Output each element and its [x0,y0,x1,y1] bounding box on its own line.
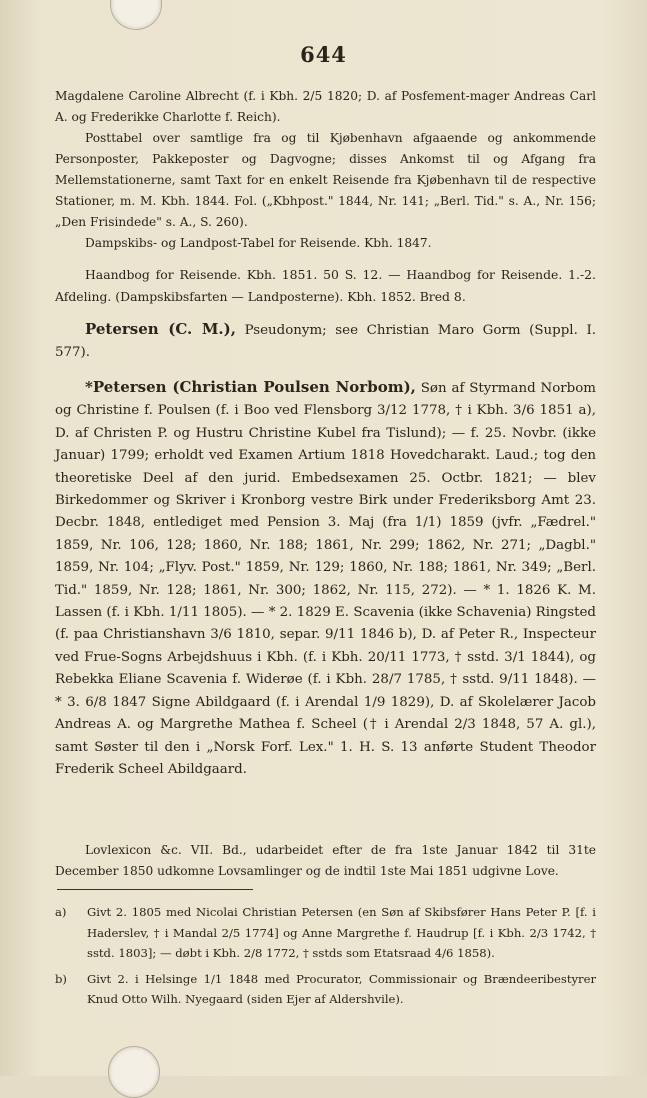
footnote-label: b) [55,971,67,986]
petersen-cpn-entry [55,376,596,781]
entry-text: Posttabel over samtlige fra og til Kjøbenhavn afgaaende og ankommende Personposter, Pakkeposter og Dagvogne; disses Ankomst til og Afgang fra Mellemstationerne, samt Taxt for en enkelt Reisende fra Kjøbenhavn til de respective Stationer, m. M. Kbh. 1844. Fol. („Kbhpost." 1844, Nr. 141; „Berl. Tid." s. A., Nr. 156; „Den Frisindede" s. A., S. 260). [55,131,596,229]
binding-hole-top [110,0,162,30]
entry-headword: *Petersen (Christian Poulsen Norbom), [85,378,416,396]
footnote-label: a) [55,905,67,919]
footnotes [55,902,596,1015]
footnote [55,902,596,964]
entry-headword: Petersen (C. M.), [85,320,236,338]
supplement-text: Haandbog for Reisende. Kbh. 1851. 50 S. 12. — Haandbog for Reisende. 1.-2. Afdeling. (Dampskibsfarten — Landposterne). Kbh. 1852. Bred 8. [55,267,596,304]
binding-hole-bottom [108,1046,160,1098]
lovlexicon-entry [55,840,596,882]
page-number: 644 [300,42,347,67]
entry-text: Lovlexicon &c. VII. Bd., udarbeidet efter de fra 1ste Januar 1842 til 31te December 1850 udkomne Lovsamlinger og de indtil 1ste Mai 1851 udgivne Love. [55,843,596,878]
footnote-text: Givt 2. 1805 med Nicolai Christian Petersen (en Søn af Skibsfører Hans Peter P. [f. i Haderslev, † i Mandal 2/5 1774] og Anne Margrethe f. Haudrup [f. i Kbh. 2/3 1742, † sstd. 1803]; — døbt i Kbh. 2/8 1772, † sstds som Etatsraad 4/6 1858). [87,905,596,961]
footnote [55,969,596,1010]
entry-text: Magdalene Caroline Albrecht (f. i Kbh. 2/5 1820; D. af Posfement-mager Andreas Carl A. og Frederikke Charlotte f. Reich). [55,89,596,124]
entry-text: Dampskibs- og Landpost-Tabel for Reisende. Kbh. 1847. [85,236,432,250]
albrecht-posttabel-entries [55,86,596,254]
entry-text: Pseudonym; see Christian Maro Gorm (Suppl. I. 577). [55,323,596,361]
entry-text: Søn af Styrmand Norbom og Christine f. Poulsen (f. i Boo ved Flensborg 3/12 1778, † i Kbh. 3/6 1851 a), D. af Christen P. og Hustru Christine Kubel fra Tislund); — f. 25. Novbr. (ikke Januar) 1799; erholdt ved Examen Artium 1818 Hovedcharakt. Laud.; tog den theoretiske Deel af den jurid. Embedsexamen 25. Octbr. 1821; — blev Birkedommer og Skriver i Kronborg vestre Birk under Frederiksborg Amt 23. Decbr. 1848, entlediget med Pension 3. Maj (fra 1/1) 1859 (jvfr. „Fædrel." 1859, Nr. 106, 128; 1860, Nr. 188; 1861, Nr. 299; 1862, Nr. 271; „Dagbl." 1859, Nr. 104; „Flyv. Post." 1859, Nr. 129; 1860, Nr. 188; 1861, Nr. 349; „Berl. Tid." 1859, Nr. 128; 1861, Nr. 300; 1862, Nr. 115, 272). — * 1. 1826 K. M. Lassen (f. i Kbh. 1/11 1805). — * 2. 1829 E. Scavenia (ikke Schavenia) Ringsted (f. paa Christianshavn 3/6 1810, separ. 9/11 1846 b), D. af Peter R., Inspecteur ved Frue-Sogns Arbejdshuus i Kbh. (f. i Kbh. 20/11 1773, † sstd. 3/1 1844), og Rebekka Eliane Scavenia f. Widerøe (f. i Kbh. 28/7 1785, † sstd. 9/11 1848). — * 3. 6/8 1847 Signe Abildgaard (f. i Arendal 1/9 1829), D. af Skolelærer Jacob Andreas A. og Margrethe Mathea f. Scheel († i Arendal 2/3 1848, 57 A. gl.), samt Søster til den i „Norsk Forf. Lex." 1. H. S. 13 anførte Student Theodor Frederik Scheel Abildgaard. [55,381,596,777]
petersen-cm-entry [55,318,596,365]
footnote-rule [57,889,253,890]
footnote-text: Givt 2. i Helsinge 1/1 1848 med Procurator, Commissionair og Brændeeribestyrer Knud Otto Wilh. Nyegaard (siden Ejer af Aldershvile). [87,971,596,1007]
haandbog-supplement [55,264,596,308]
